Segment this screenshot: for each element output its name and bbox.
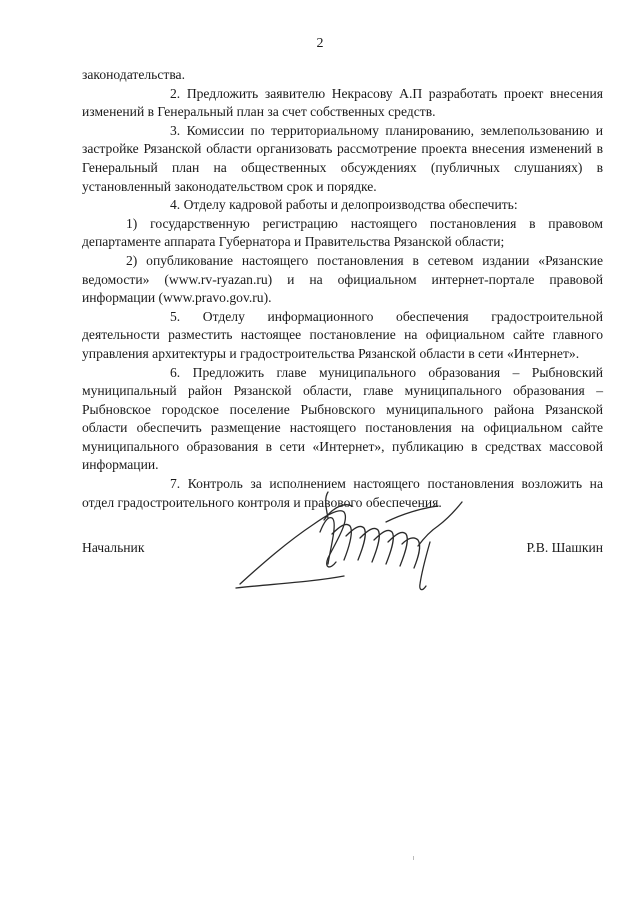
paragraph-continuation <box>82 66 603 85</box>
paragraph-number: 3. <box>170 122 181 138</box>
paragraph-item-6 <box>82 364 603 476</box>
paragraph-number: 5. <box>170 308 181 324</box>
paragraph-item-3 <box>82 122 603 196</box>
paragraph-item-5 <box>82 308 603 364</box>
paragraph-text: опубликование настоящего постановления в сетевом издании «Рязанские ведомости» (www.rv-ryazan.ru) и на официальном интернет-портале правовой информации (www.pravo.gov.ru). <box>82 252 603 306</box>
paragraph-text: Предложить главе муниципального образования – Рыбновский муниципальный район Рязанской области, главе муниципального образования – Рыбновское городское поселение Рыбновского муниципального района Рязанской области обеспечить размещение настоящего постановления на официальном сайте муниципального образования в сети «Интернет», публикацию в средствах массовой информации. <box>82 364 603 473</box>
paragraph-text: Контроль за исполнением настоящего постановления возложить на отдел градостроительного контроля и правового обеспечения. <box>82 476 603 510</box>
scan-artifact <box>413 856 414 860</box>
paragraph-number: 2. <box>170 85 181 101</box>
paragraph-text: Отделу кадровой работы и делопроизводства обеспечить: <box>183 197 518 213</box>
paragraph-number: 6. <box>170 364 181 380</box>
paragraph-item-4 <box>82 196 603 215</box>
signer-title: Начальник <box>82 540 145 555</box>
paragraph-text: Комиссии по территориальному планированию, землепользованию и застройке Рязанской области организовать рассмотрение проекта внесения изменений в Генеральный план на общественных обсуждениях (публичных слушаниях) в установленный законодательством срок и порядке. <box>82 122 603 194</box>
document-body <box>82 66 603 512</box>
page-number: 2 <box>316 36 324 51</box>
paragraph-subitem-2 <box>82 252 603 308</box>
handwritten-signature <box>232 472 492 612</box>
paragraph-text: Отделу информационного обеспечения градостроительной деятельности разместить настоящее постановление на официальном сайте главного управления архитектуры и градостроительства Рязанской области в сети «Интернет». <box>82 308 603 361</box>
paragraph-text: законодательства. <box>82 67 185 82</box>
paragraph-number: 2) <box>126 252 138 268</box>
paragraph-number: 4. <box>170 197 181 213</box>
signer-name: Р.В. Шашкин <box>526 540 603 555</box>
paragraph-subitem-1 <box>82 215 603 252</box>
paragraph-item-2 <box>82 85 603 122</box>
paragraph-number: 1) <box>126 215 138 231</box>
paragraph-text: Предложить заявителю Некрасову А.П разработать проект внесения изменений в Генеральный план за счет собственных средств. <box>82 85 604 120</box>
paragraph-text: государственную регистрацию настоящего постановления в правовом департаменте аппарата Губернатора и Правительства Рязанской области; <box>82 215 603 250</box>
paragraph-number: 7. <box>170 476 181 492</box>
